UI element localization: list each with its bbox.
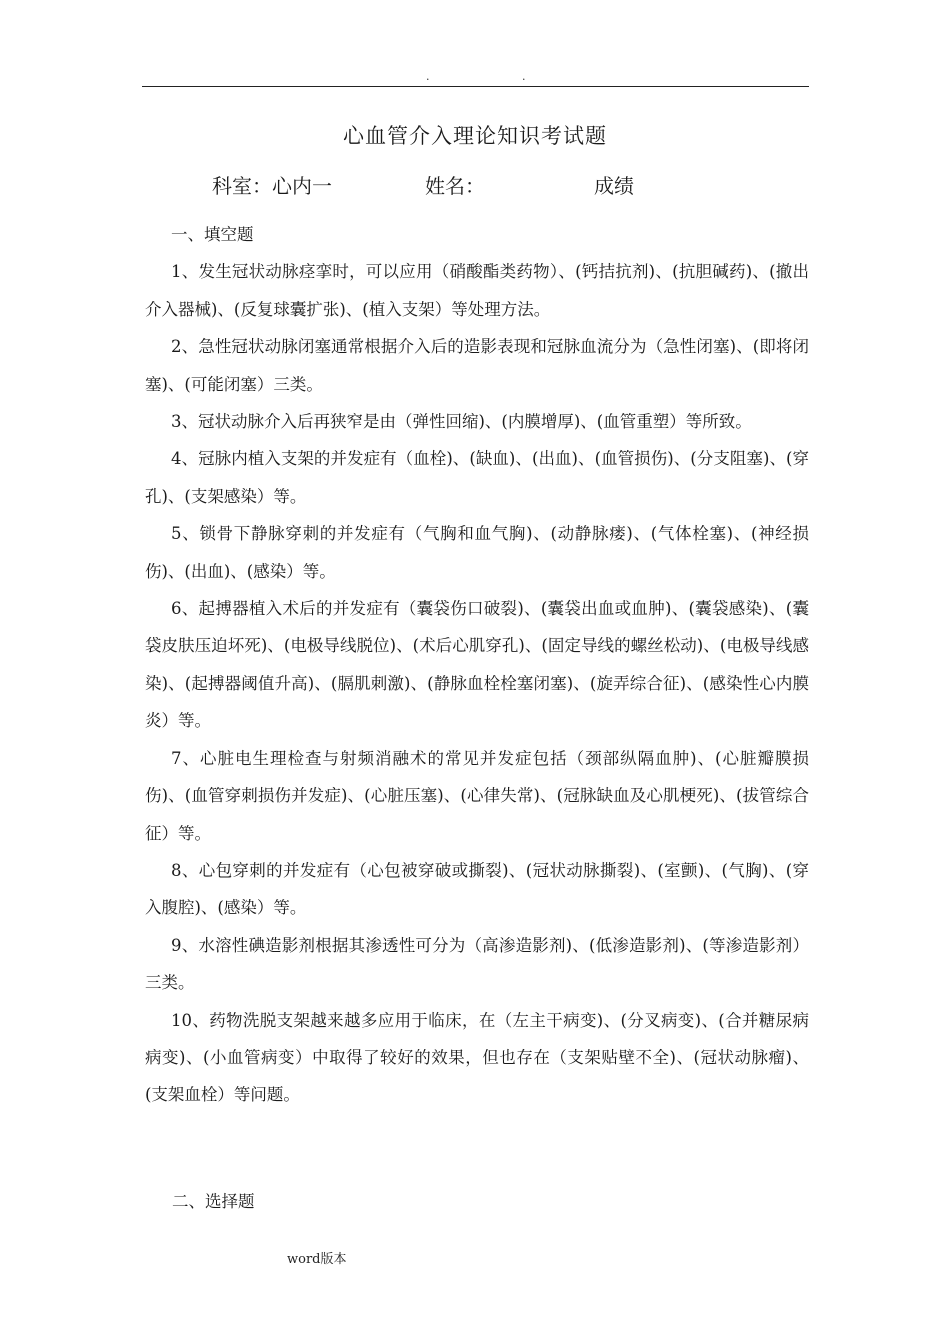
- question-item: 5、锁骨下静脉穿刺的并发症有（气胸和血气胸)、(动静脉瘘)、(气体栓塞)、(神经损伤)、(出血)、(感染）等。: [145, 524, 809, 581]
- exam-info-row: [0, 170, 950, 202]
- page-title: 心血管介入理论知识考试题: [343, 124, 607, 148]
- name-label: 姓名：: [425, 174, 485, 198]
- header-rule: [142, 86, 809, 87]
- score-label: 成绩: [594, 174, 634, 198]
- header-marks: [0, 70, 950, 82]
- question-item: 3、冠状动脉介入后再狭窄是由（弹性回缩)、(内膜增厚)、(血管重塑）等所致。: [171, 412, 752, 432]
- section-heading: 一、填空题: [171, 225, 254, 244]
- question-item: 4、冠脉内植入支架的并发症有（血栓)、(缺血)、(出血)、(血管损伤)、(分支阻塞)、(穿孔)、(支架感染）等。: [145, 449, 809, 506]
- question-item: 9、水溶性碘造影剂根据其渗透性可分为（高渗造影剂)、(低渗造影剂)、(等渗造影剂）三类。: [145, 935, 809, 993]
- question-item: 1、发生冠状动脉痉挛时，可以应用（硝酸酯类药物）、(钙拮抗剂)、(抗胆碱药)、(撤出介入器械)、(反复球囊扩张)、(植入支架）等处理方法。: [145, 262, 809, 319]
- department-label: 科室：心内一: [212, 174, 332, 198]
- question-item: 10、药物洗脱支架越来越多应用于临床，在（左主干病变)、(分叉病变)、(合并糖尿病病变)、(小血管病变）中取得了较好的效果，但也存在（支架贴壁不全)、(冠状动脉瘤)、(支架血栓）等问题。: [145, 1010, 809, 1105]
- question-item: 2、急性冠状动脉闭塞通常根据介入后的造影表现和冠脉血流分为（急性闭塞)、(即将闭塞)、(可能闭塞）三类。: [145, 337, 809, 394]
- question-item: 6、起搏器植入术后的并发症有（囊袋伤口破裂)、(囊袋出血或血肿)、(囊袋感染)、(囊袋皮肤压迫坏死)、(电极导线脱位)、(术后心肌穿孔)、(固定导线的螺丝松动)、(电极导线感染)、(起搏器阈值升高)、(膈肌刺激)、(静脉血栓栓塞闭塞)、(旋弄综合征)、(感染性心内膜炎）等。: [145, 599, 809, 731]
- header-dot-right: .: [522, 70, 526, 83]
- question-item: 7、心脏电生理检查与射频消融术的常见并发症包括（颈部纵隔血肿)、(心脏瓣膜损伤)、(血管穿刺损伤并发症)、(心脏压塞)、(心律失常)、(冠脉缺血及心肌梗死)、(拔管综合征）等。: [145, 748, 809, 843]
- header-dot-left: .: [426, 70, 430, 83]
- footer-label: word版本: [287, 1252, 347, 1267]
- fill-in-section: [145, 216, 809, 1114]
- choice-section-heading: 二、选择题: [172, 1192, 255, 1211]
- question-item: 8、心包穿刺的并发症有（心包被穿破或撕裂)、(冠状动脉撕裂)、(室颤)、(气胸)、(穿入腹腔)、(感染）等。: [145, 860, 809, 918]
